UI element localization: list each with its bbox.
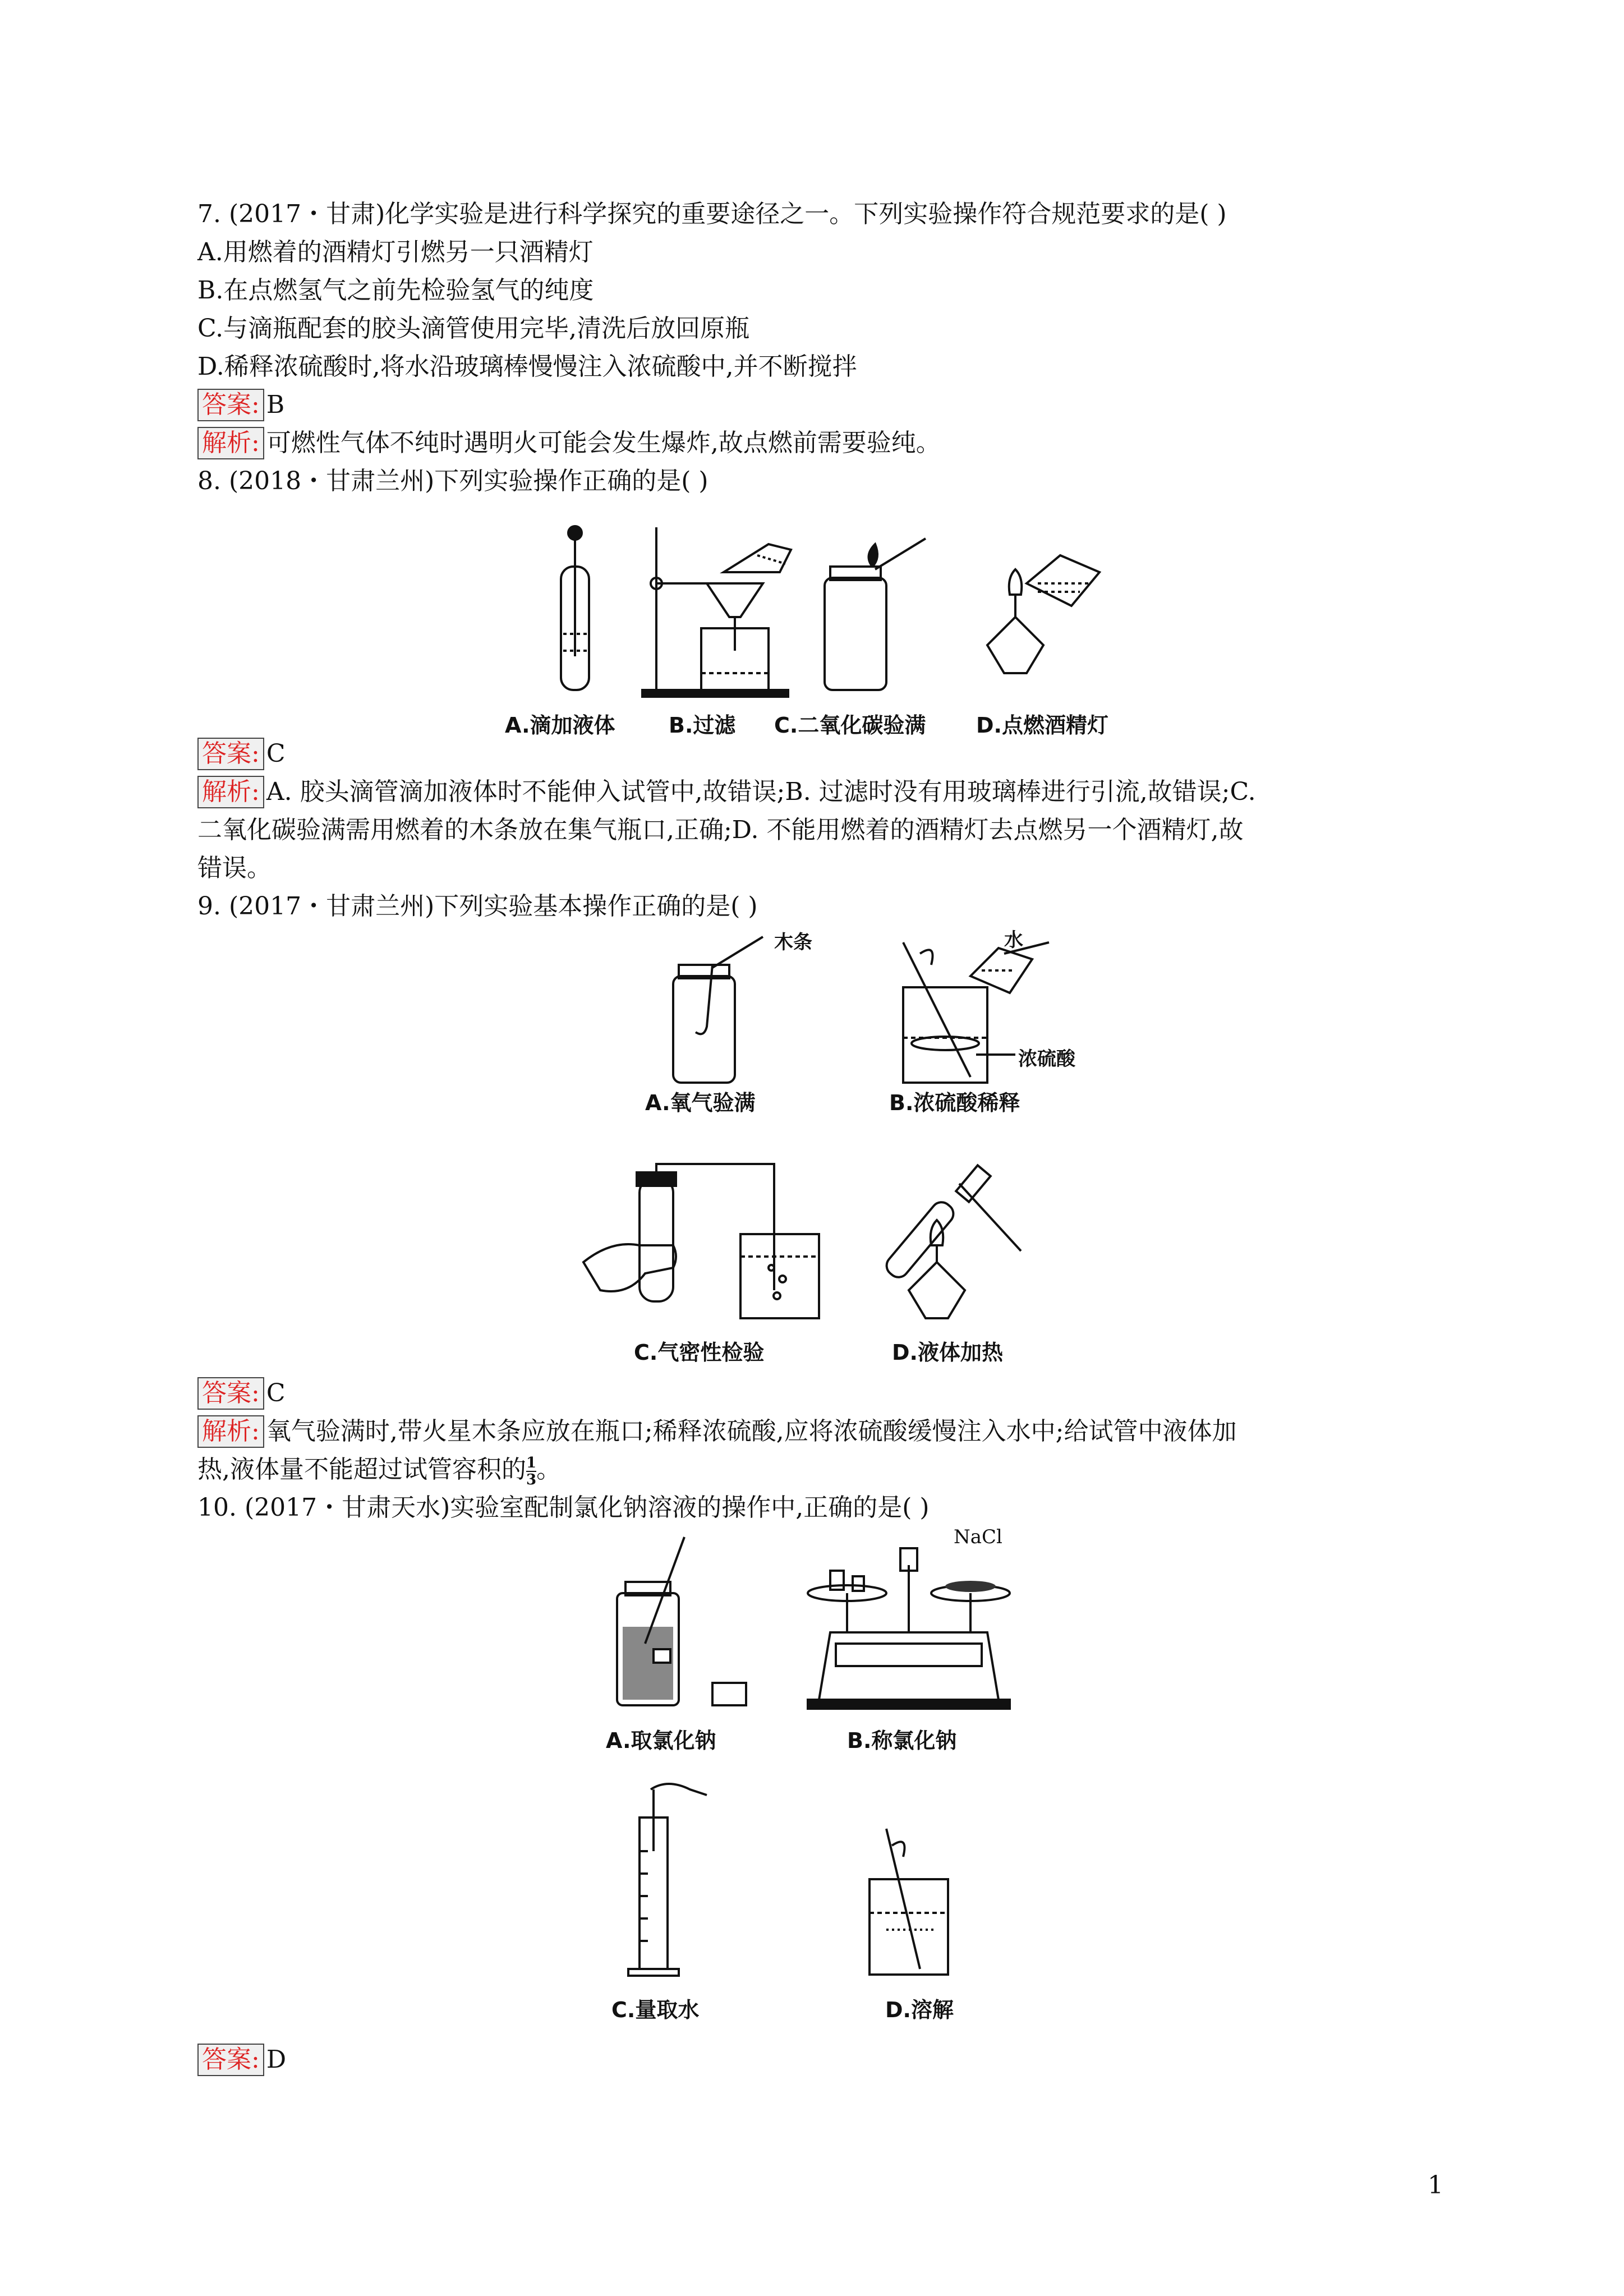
answer-tag: 答案: <box>197 738 264 770</box>
answer-value: B <box>266 390 285 419</box>
fraction <box>526 1455 536 1488</box>
answer-tag: 答案: <box>197 2044 264 2076</box>
q8-caption-d: D.点燃酒精灯 <box>976 713 1108 738</box>
answer-value: C <box>266 739 286 768</box>
q9-caption-c: C.气密性检验 <box>634 1340 765 1365</box>
q9-caption-a: A.氧气验满 <box>645 1091 756 1115</box>
q10-stem: 10. (2017・甘肃天水)实验室配制氯化钠溶液的操作中,正确的是( ) <box>197 1493 930 1522</box>
analysis-tag: 解析: <box>197 1415 264 1448</box>
answer-tag: 答案: <box>197 389 264 421</box>
page-number: 1 <box>1428 2171 1443 2200</box>
graduated-cylinder-illustration <box>628 1784 707 1976</box>
alcohol-lamps-illustration <box>987 555 1099 673</box>
q8-answer <box>197 736 286 772</box>
q8-caption-b: B.过滤 <box>669 713 736 738</box>
q7-analysis <box>197 425 941 461</box>
dissolve-illustration <box>869 1829 948 1975</box>
fraction-numerator: 1 <box>526 1454 537 1471</box>
q9-answer <box>197 1375 286 1411</box>
q8-caption-a: A.滴加液体 <box>505 713 615 738</box>
q7-option-a: A.用燃着的酒精灯引燃另一只酒精灯 <box>197 238 594 266</box>
gas-jar-illustration <box>825 539 926 690</box>
liquid-heating-illustration <box>882 1165 1021 1318</box>
answer-value: C <box>266 1379 286 1407</box>
nacl-bottle-illustration <box>617 1537 746 1705</box>
analysis-text: 。 <box>536 1455 562 1484</box>
q8-analysis-3: 错误。 <box>197 854 272 882</box>
q8-figure <box>533 522 1150 707</box>
q9-caption-d: D.液体加热 <box>892 1340 1003 1365</box>
airtightness-check-illustration <box>583 1164 819 1318</box>
q9-label-stick: 木条 <box>774 931 812 954</box>
q7-option-d: D.稀释浓硫酸时,将水沿玻璃棒慢慢注入浓硫酸中,并不断搅拌 <box>197 352 857 381</box>
q9-analysis-2 <box>197 1452 561 1488</box>
q10-label-nacl: NaCl <box>954 1526 1002 1548</box>
balance-illustration <box>808 1548 1010 1709</box>
fraction-denominator: 3 <box>526 1471 537 1488</box>
q7-option-c: C.与滴瓶配套的胶头滴管使用完毕,清洗后放回原瓶 <box>197 314 750 343</box>
analysis-text: 可燃性气体不纯时遇明火可能会发生爆炸,故点燃前需要验纯。 <box>266 429 941 457</box>
q9-label-acid: 浓硫酸 <box>1018 1048 1075 1070</box>
answer-tag: 答案: <box>197 1377 264 1410</box>
q8-caption-c: C.二氧化碳验满 <box>774 713 926 738</box>
filtration-illustration <box>642 527 791 697</box>
analysis-text: 氧气验满时,带火星木条应放在瓶口;稀释浓硫酸,应将浓硫酸缓慢注入水中;给试管中液体加 <box>266 1417 1237 1446</box>
q9-analysis-1 <box>197 1414 1236 1450</box>
q7-stem: 7. (2017・甘肃)化学实验是进行科学探究的重要途径之一。下列实验操作符合规范要求的是( ) <box>197 200 1227 228</box>
q9-figure-bottom <box>578 1161 1083 1329</box>
analysis-tag: 解析: <box>197 427 264 459</box>
answer-value: D <box>266 2045 287 2074</box>
q9-caption-b: B.浓硫酸稀释 <box>889 1091 1020 1115</box>
q8-analysis-1 <box>197 774 1256 810</box>
q10-caption-a: A.取氯化钠 <box>606 1728 716 1753</box>
q10-answer <box>197 2042 286 2078</box>
analysis-tag: 解析: <box>197 776 264 808</box>
q10-caption-c: C.量取水 <box>611 1998 700 2022</box>
analysis-text: A. 胶头滴管滴加液体时不能伸入试管中,故错误;B. 过滤时没有用玻璃棒进行引流,故错误;C. <box>266 777 1256 806</box>
q8-stem: 8. (2018・甘肃兰州)下列实验操作正确的是( ) <box>197 467 709 495</box>
q10-caption-b: B.称氯化钠 <box>847 1728 957 1753</box>
q9-stem: 9. (2017・甘肃兰州)下列实验基本操作正确的是( ) <box>197 892 758 921</box>
q7-option-b: B.在点燃氢气之前先检验氢气的纯度 <box>197 276 594 305</box>
q10-figure-bottom <box>623 1784 1015 1986</box>
q10-caption-d: D.溶解 <box>885 1998 954 2022</box>
q7-answer <box>197 387 284 423</box>
analysis-text: 热,液体量不能超过试管容积的 <box>197 1455 526 1484</box>
q8-analysis-2: 二氧化碳验满需用燃着的木条放在集气瓶口,正确;D. 不能用燃着的酒精灯去点燃另一个酒精灯,故 <box>197 816 1244 844</box>
dropper-in-tube-illustration <box>561 526 589 690</box>
q10-figure-top <box>606 1531 1055 1717</box>
oxygen-jar-illustration <box>673 937 763 1083</box>
q9-label-water: 水 <box>1004 929 1023 951</box>
